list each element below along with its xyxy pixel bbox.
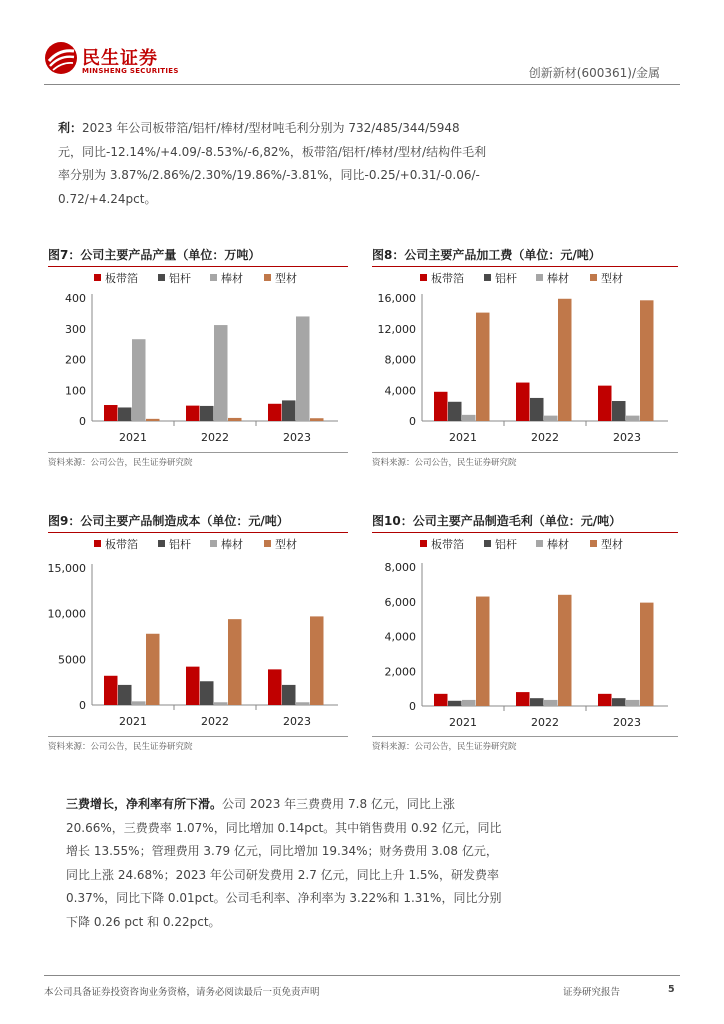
footer-disclaimer: 本公司具备证券投资咨询业务资格，请务必阅读最后一页免责声明	[44, 987, 320, 998]
y-tick-label: 400	[65, 292, 86, 305]
bar-2022-1	[530, 398, 544, 421]
legend-swatch	[210, 274, 217, 281]
header-divider	[44, 84, 680, 85]
bar-2021-2	[132, 701, 146, 705]
legend-label: 铝杆	[169, 538, 191, 551]
bar-2021-1	[118, 685, 132, 705]
bar-2021-1	[448, 402, 462, 421]
figure-9-chart	[48, 532, 348, 734]
bar-2021-2	[462, 415, 476, 421]
legend-label: 棒材	[221, 538, 243, 551]
y-tick-label: 8,000	[384, 353, 416, 367]
legend-swatch	[94, 274, 101, 281]
legend-label: 型材	[601, 272, 623, 285]
x-tick-label: 2022	[201, 715, 229, 728]
legend-label: 棒材	[547, 538, 569, 551]
bar-2022-1	[200, 406, 214, 421]
legend-label: 板带箔	[431, 272, 464, 285]
legend-label: 棒材	[547, 272, 569, 285]
bar-2023-2	[626, 416, 640, 421]
y-tick-label: 16,000	[377, 292, 416, 305]
logo-text-cn: 民生证券	[82, 48, 158, 69]
y-tick-label: 0	[79, 699, 86, 712]
legend-swatch	[590, 540, 597, 547]
paragraph-line: 同比上涨 24.68%；2023 年公司研发费用 2.7 亿元，同比上升 1.5%，研发费率	[66, 867, 499, 882]
legend-label: 型材	[275, 272, 297, 285]
paragraph-text: 公司 2023 年三费费用 7.8 亿元，同比上涨	[222, 797, 455, 811]
y-tick-label: 12,000	[377, 322, 416, 336]
bar-2023-1	[282, 685, 296, 705]
bar-2022-2	[544, 700, 558, 706]
footer-divider	[44, 975, 680, 976]
y-tick-label: 2,000	[384, 665, 416, 679]
y-tick-label: 8,000	[384, 561, 416, 574]
bar-2022-0	[186, 667, 200, 705]
bar-2021-2	[462, 700, 476, 706]
paragraph-line: 0.72/+4.24pct。	[58, 191, 157, 206]
x-tick-label: 2023	[613, 431, 641, 444]
paragraph-line: 0.37%，同比下降 0.01pct。公司毛利率、净利率为 3.22%和 1.31%，同比分别	[66, 891, 502, 905]
paragraph-lead: 利：	[58, 121, 83, 135]
figure-7-source: 资料来源：公司公告，民生证券研究院	[48, 452, 348, 468]
bar-2023-3	[640, 603, 654, 706]
legend-swatch	[536, 274, 543, 281]
report-stock-label: 创新新材(600361)/金属	[528, 66, 660, 80]
legend-swatch	[158, 274, 165, 281]
minsheng-logo-icon	[44, 41, 78, 75]
bar-2023-1	[612, 401, 626, 421]
bar-2023-0	[598, 386, 612, 421]
paragraph-gross-profit	[58, 117, 670, 211]
bar-2023-2	[296, 316, 310, 421]
y-tick-label: 300	[65, 322, 86, 336]
x-tick-label: 2021	[119, 431, 147, 444]
legend-swatch	[210, 540, 217, 547]
y-tick-label: 6,000	[384, 595, 416, 609]
x-tick-label: 2023	[283, 715, 311, 728]
bar-2022-2	[214, 702, 228, 705]
bar-2023-3	[310, 616, 324, 705]
bar-2021-2	[132, 339, 146, 421]
bar-2022-3	[558, 595, 572, 706]
paragraph-lead: 三费增长，净利率有所下滑。	[66, 797, 223, 811]
legend-swatch	[536, 540, 543, 547]
bar-2023-3	[640, 300, 654, 421]
figure-10-source: 资料来源：公司公告，民生证券研究院	[372, 736, 678, 752]
bar-2023-3	[310, 418, 324, 421]
legend-swatch	[484, 540, 491, 547]
y-tick-label: 4,000	[384, 384, 416, 398]
x-tick-label: 2023	[283, 431, 311, 444]
y-tick-label: 4,000	[384, 630, 416, 644]
y-tick-label: 100	[65, 384, 86, 398]
bar-2022-3	[228, 418, 242, 421]
y-tick-label: 15,000	[48, 562, 86, 575]
figure-8-title: 图8：公司主要产品加工费（单位：元/吨）	[372, 246, 678, 267]
legend-swatch	[264, 274, 271, 281]
figure-7-title: 图7：公司主要产品产量（单位：万吨）	[48, 246, 348, 267]
y-tick-label: 0	[409, 415, 416, 428]
bar-2023-1	[612, 698, 626, 706]
figure-10-title: 图10：公司主要产品制造毛利（单位：元/吨）	[372, 512, 678, 533]
legend-swatch	[420, 274, 427, 281]
legend-swatch	[158, 540, 165, 547]
page-number: 5	[668, 984, 675, 995]
legend-swatch	[420, 540, 427, 547]
paragraph-line: 率分别为 3.87%/2.86%/2.30%/19.86%/-3.81%，同比-0.25/+0.31/-0.06/-	[58, 168, 480, 182]
bar-2023-0	[268, 404, 282, 421]
bar-2021-3	[476, 597, 490, 706]
x-tick-label: 2021	[449, 431, 477, 444]
bar-2022-2	[544, 416, 558, 421]
bar-2022-0	[516, 383, 530, 421]
legend-label: 板带箔	[105, 538, 138, 551]
legend-swatch	[94, 540, 101, 547]
bar-2021-0	[104, 405, 118, 421]
bar-2021-1	[118, 407, 132, 421]
y-tick-label: 5000	[58, 653, 86, 667]
paragraph-line: 元，同比-12.14%/+4.09/-8.53%/-6,82%，板带箔/铝杆/棒材/型材/结构件毛利	[58, 144, 487, 159]
legend-label: 板带箔	[105, 272, 138, 285]
figure-7-chart	[48, 266, 348, 450]
y-tick-label: 200	[65, 353, 86, 367]
bar-2021-1	[448, 701, 462, 706]
legend-label: 铝杆	[169, 272, 191, 285]
x-tick-label: 2022	[201, 431, 229, 444]
x-tick-label: 2021	[119, 715, 147, 728]
legend-swatch	[484, 274, 491, 281]
legend-label: 型材	[275, 538, 297, 551]
bar-2022-2	[214, 325, 228, 421]
legend-swatch	[590, 274, 597, 281]
legend-label: 型材	[601, 538, 623, 551]
x-tick-label: 2021	[449, 716, 477, 729]
bar-2021-3	[476, 313, 490, 421]
bar-2022-3	[558, 299, 572, 421]
y-tick-label: 0	[409, 700, 416, 713]
paragraph-line	[58, 117, 670, 141]
figure-9-title: 图9：公司主要产品制造成本（单位：元/吨）	[48, 512, 348, 533]
x-tick-label: 2022	[531, 431, 559, 444]
paragraph-text: 2023 年公司板带箔/铝杆/棒材/型材吨毛利分别为 732/485/344/5948	[82, 121, 460, 135]
x-tick-label: 2023	[613, 716, 641, 729]
paragraph-expenses	[66, 793, 670, 934]
x-tick-label: 2022	[531, 716, 559, 729]
bar-2022-1	[530, 698, 544, 706]
logo-text-en: MINSHENG SECURITIES	[82, 67, 179, 75]
bar-2021-0	[434, 694, 448, 706]
legend-label: 铝杆	[495, 272, 517, 285]
footer-report-type: 证券研究报告	[563, 987, 621, 998]
bar-2022-1	[200, 681, 214, 705]
figure-8-chart	[372, 266, 678, 450]
bar-2023-1	[282, 400, 296, 421]
bar-2022-0	[516, 692, 530, 706]
bar-2021-3	[146, 419, 160, 421]
figure-10-chart	[372, 532, 678, 734]
legend-label: 板带箔	[431, 538, 464, 551]
bar-2021-3	[146, 634, 160, 705]
figure-8-source: 资料来源：公司公告，民生证券研究院	[372, 452, 678, 468]
y-tick-label: 0	[79, 415, 86, 428]
bar-2022-3	[228, 619, 242, 705]
legend-label: 棒材	[221, 272, 243, 285]
bar-2022-0	[186, 406, 200, 421]
paragraph-line: 20.66%，三费费率 1.07%，同比增加 0.14pct。其中销售费用 0.92 亿元，同比	[66, 820, 502, 835]
figure-9-source: 资料来源：公司公告，民生证券研究院	[48, 736, 348, 752]
bar-2023-0	[268, 669, 282, 705]
paragraph-line: 下降 0.26 pct 和 0.22pct。	[66, 914, 221, 929]
bar-2021-0	[104, 676, 118, 705]
paragraph-line: 增长 13.55%；管理费用 3.79 亿元，同比增加 19.34%；财务费用 3.08 亿元，	[66, 844, 498, 858]
bar-2023-0	[598, 694, 612, 706]
bar-2023-2	[296, 702, 310, 705]
bar-2021-0	[434, 392, 448, 421]
bar-2023-2	[626, 700, 640, 706]
legend-swatch	[264, 540, 271, 547]
y-tick-label: 10,000	[48, 607, 86, 621]
paragraph-line	[66, 793, 670, 817]
legend-label: 铝杆	[495, 538, 517, 551]
